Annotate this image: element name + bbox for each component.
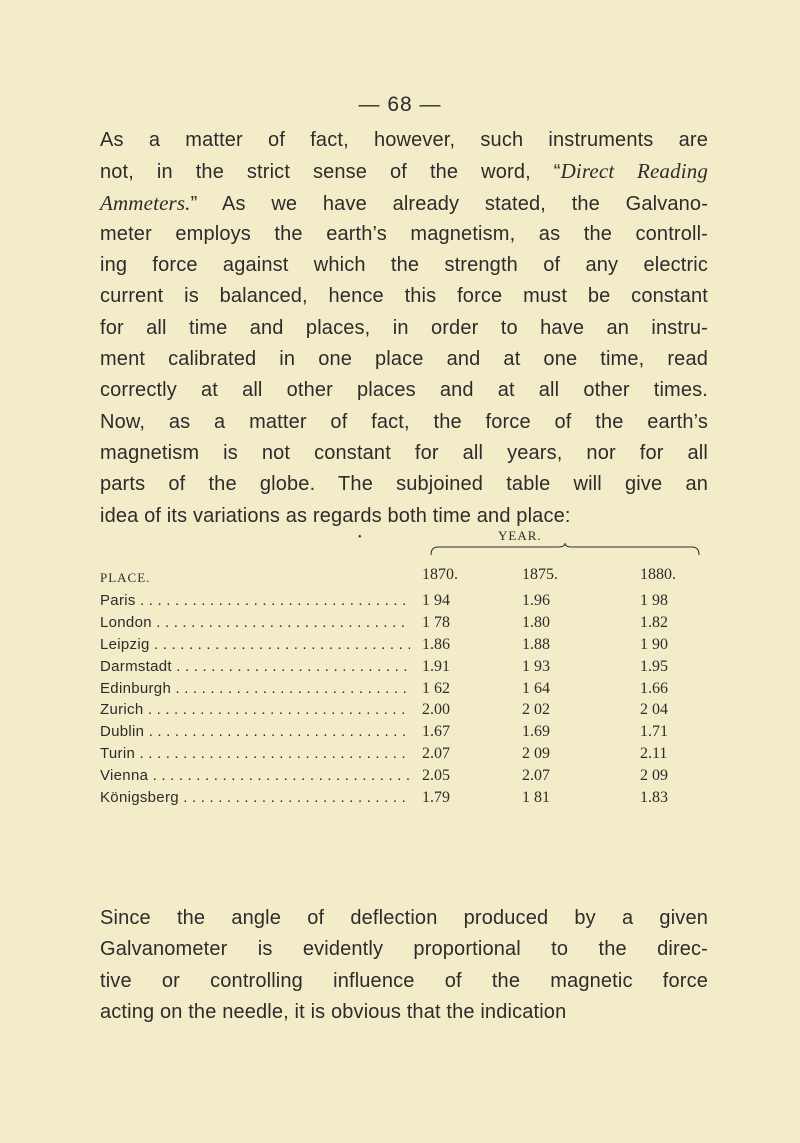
- value-cell: 1.71: [640, 723, 668, 741]
- table-row: [100, 745, 700, 767]
- text-run: Now, as a matter of fact, the force of the earth’s: [100, 410, 708, 433]
- italic-run: Direct Reading: [560, 159, 709, 184]
- text-line: [100, 407, 708, 438]
- table-row: [100, 614, 700, 636]
- value-cell: 1.79: [422, 789, 450, 807]
- table-row: [100, 723, 700, 745]
- text-line: [100, 966, 708, 997]
- value-cell: 1 98: [640, 592, 668, 609]
- text-line: [100, 344, 708, 375]
- place-cell: Dublin . . .: [100, 723, 410, 740]
- text-line: [100, 219, 708, 250]
- value-cell: 2 09: [522, 745, 550, 763]
- value-cell: 1 93: [522, 657, 550, 675]
- place-cell: Zurich . . .: [100, 701, 410, 718]
- text-run: meter employs the earth’s magnetism, as the controll-: [100, 222, 708, 245]
- text-line: [100, 469, 708, 500]
- value-cell: 1.66: [640, 679, 668, 697]
- page-number: — 68 —: [358, 93, 442, 116]
- text-run: idea of its variations as regards both time and place:: [100, 504, 571, 527]
- value-cell: 1.67: [422, 723, 450, 741]
- year-brace: [430, 542, 700, 556]
- value-cell: 2 02: [522, 701, 550, 719]
- paragraph-1: [100, 125, 708, 532]
- text-run: Galvanometer is evidently proportional to the direc-: [100, 938, 708, 961]
- table-row: [100, 680, 700, 702]
- text-line: [100, 501, 708, 532]
- bullet-mark: •: [358, 532, 362, 543]
- place-cell: Königsberg . . .: [100, 789, 410, 806]
- value-cell: 1 94: [422, 592, 450, 609]
- value-cell: 2.07: [422, 745, 450, 763]
- value-cell: 1.82: [640, 613, 668, 631]
- text-run: ing force against which the strength of any electric: [100, 254, 708, 277]
- year-group-label: YEAR.: [498, 528, 542, 543]
- text-line: [100, 438, 708, 469]
- table-row: [100, 592, 700, 614]
- text-line: [100, 903, 708, 934]
- place-cell: Leipzig . . .: [100, 636, 410, 653]
- text-run: correctly at all other places and at all other times.: [100, 379, 708, 402]
- value-cell: 1 78: [422, 613, 450, 631]
- value-cell: 1.88: [522, 635, 550, 653]
- place-cell: Paris . . .: [100, 592, 410, 609]
- text-run: acting on the needle, it is obvious that the indication: [100, 1000, 567, 1023]
- text-line: [100, 156, 708, 187]
- place-cell: London . . .: [100, 614, 410, 631]
- value-cell: 1.83: [640, 789, 668, 807]
- value-cell: 1.69: [522, 723, 550, 741]
- paragraph-2: [100, 903, 708, 1028]
- table-body: [100, 592, 700, 811]
- table-row: [100, 658, 700, 680]
- text-run: for all time and places, in order to have an instru-: [100, 316, 708, 339]
- value-cell: 2 04: [640, 701, 668, 719]
- year-header-1870: 1870.: [422, 566, 458, 583]
- year-header-1880: 1880.: [640, 566, 676, 583]
- place-column-header: PLACE.: [100, 570, 151, 585]
- value-cell: 1.80: [522, 613, 550, 631]
- table-header-row: [100, 566, 700, 590]
- text-run: tive or controlling influence of the magnetic force: [100, 969, 708, 992]
- year-header-1875: 1875.: [522, 566, 558, 583]
- text-run: As a matter of fact, however, such instruments are: [100, 129, 708, 151]
- text-line: [100, 934, 708, 965]
- text-run: parts of the globe. The subjoined table will give an: [100, 473, 708, 496]
- text-line: [100, 375, 708, 406]
- value-cell: 1 90: [640, 635, 668, 653]
- value-cell: 1.86: [422, 635, 450, 653]
- value-cell: 2.00: [422, 701, 450, 719]
- value-cell: 1.96: [522, 592, 550, 609]
- value-cell: 1 81: [522, 789, 550, 807]
- text-line: [100, 997, 708, 1028]
- value-cell: 1 64: [522, 679, 550, 697]
- table-row: [100, 636, 700, 658]
- text-line: [100, 188, 708, 219]
- text-run: ” As we have already stated, the Galvano-: [190, 192, 708, 215]
- place-cell: Edinburgh . . .: [100, 680, 410, 697]
- value-cell: 2.07: [522, 767, 550, 785]
- italic-run: Ammeters.: [100, 190, 191, 215]
- text-run: magnetism is not constant for all years, nor for all: [100, 441, 708, 464]
- text-run: ment calibrated in one place and at one time, read: [100, 348, 708, 371]
- table-row: [100, 789, 700, 811]
- place-cell: Turin . . .: [100, 745, 410, 762]
- value-cell: 2.11: [640, 745, 668, 763]
- value-cell: 2.05: [422, 767, 450, 785]
- text-line: [100, 250, 708, 281]
- value-cell: 2 09: [640, 767, 668, 785]
- value-cell: 1.91: [422, 657, 450, 675]
- place-cell: Vienna . . .: [100, 767, 410, 784]
- text-line: [100, 313, 708, 344]
- text-run: current is balanced, hence this force must be constant: [100, 285, 708, 308]
- value-cell: 1.95: [640, 657, 668, 675]
- text-line: [100, 125, 708, 156]
- table-row: [100, 767, 700, 789]
- table-row: [100, 701, 700, 723]
- text-line: [100, 281, 708, 312]
- text-run: Since the angle of deflection produced by a given: [100, 907, 708, 929]
- value-cell: 1 62: [422, 679, 450, 697]
- text-run: not, in the strict sense of the word, “: [100, 161, 561, 184]
- place-cell: Darmstadt . . .: [100, 658, 410, 675]
